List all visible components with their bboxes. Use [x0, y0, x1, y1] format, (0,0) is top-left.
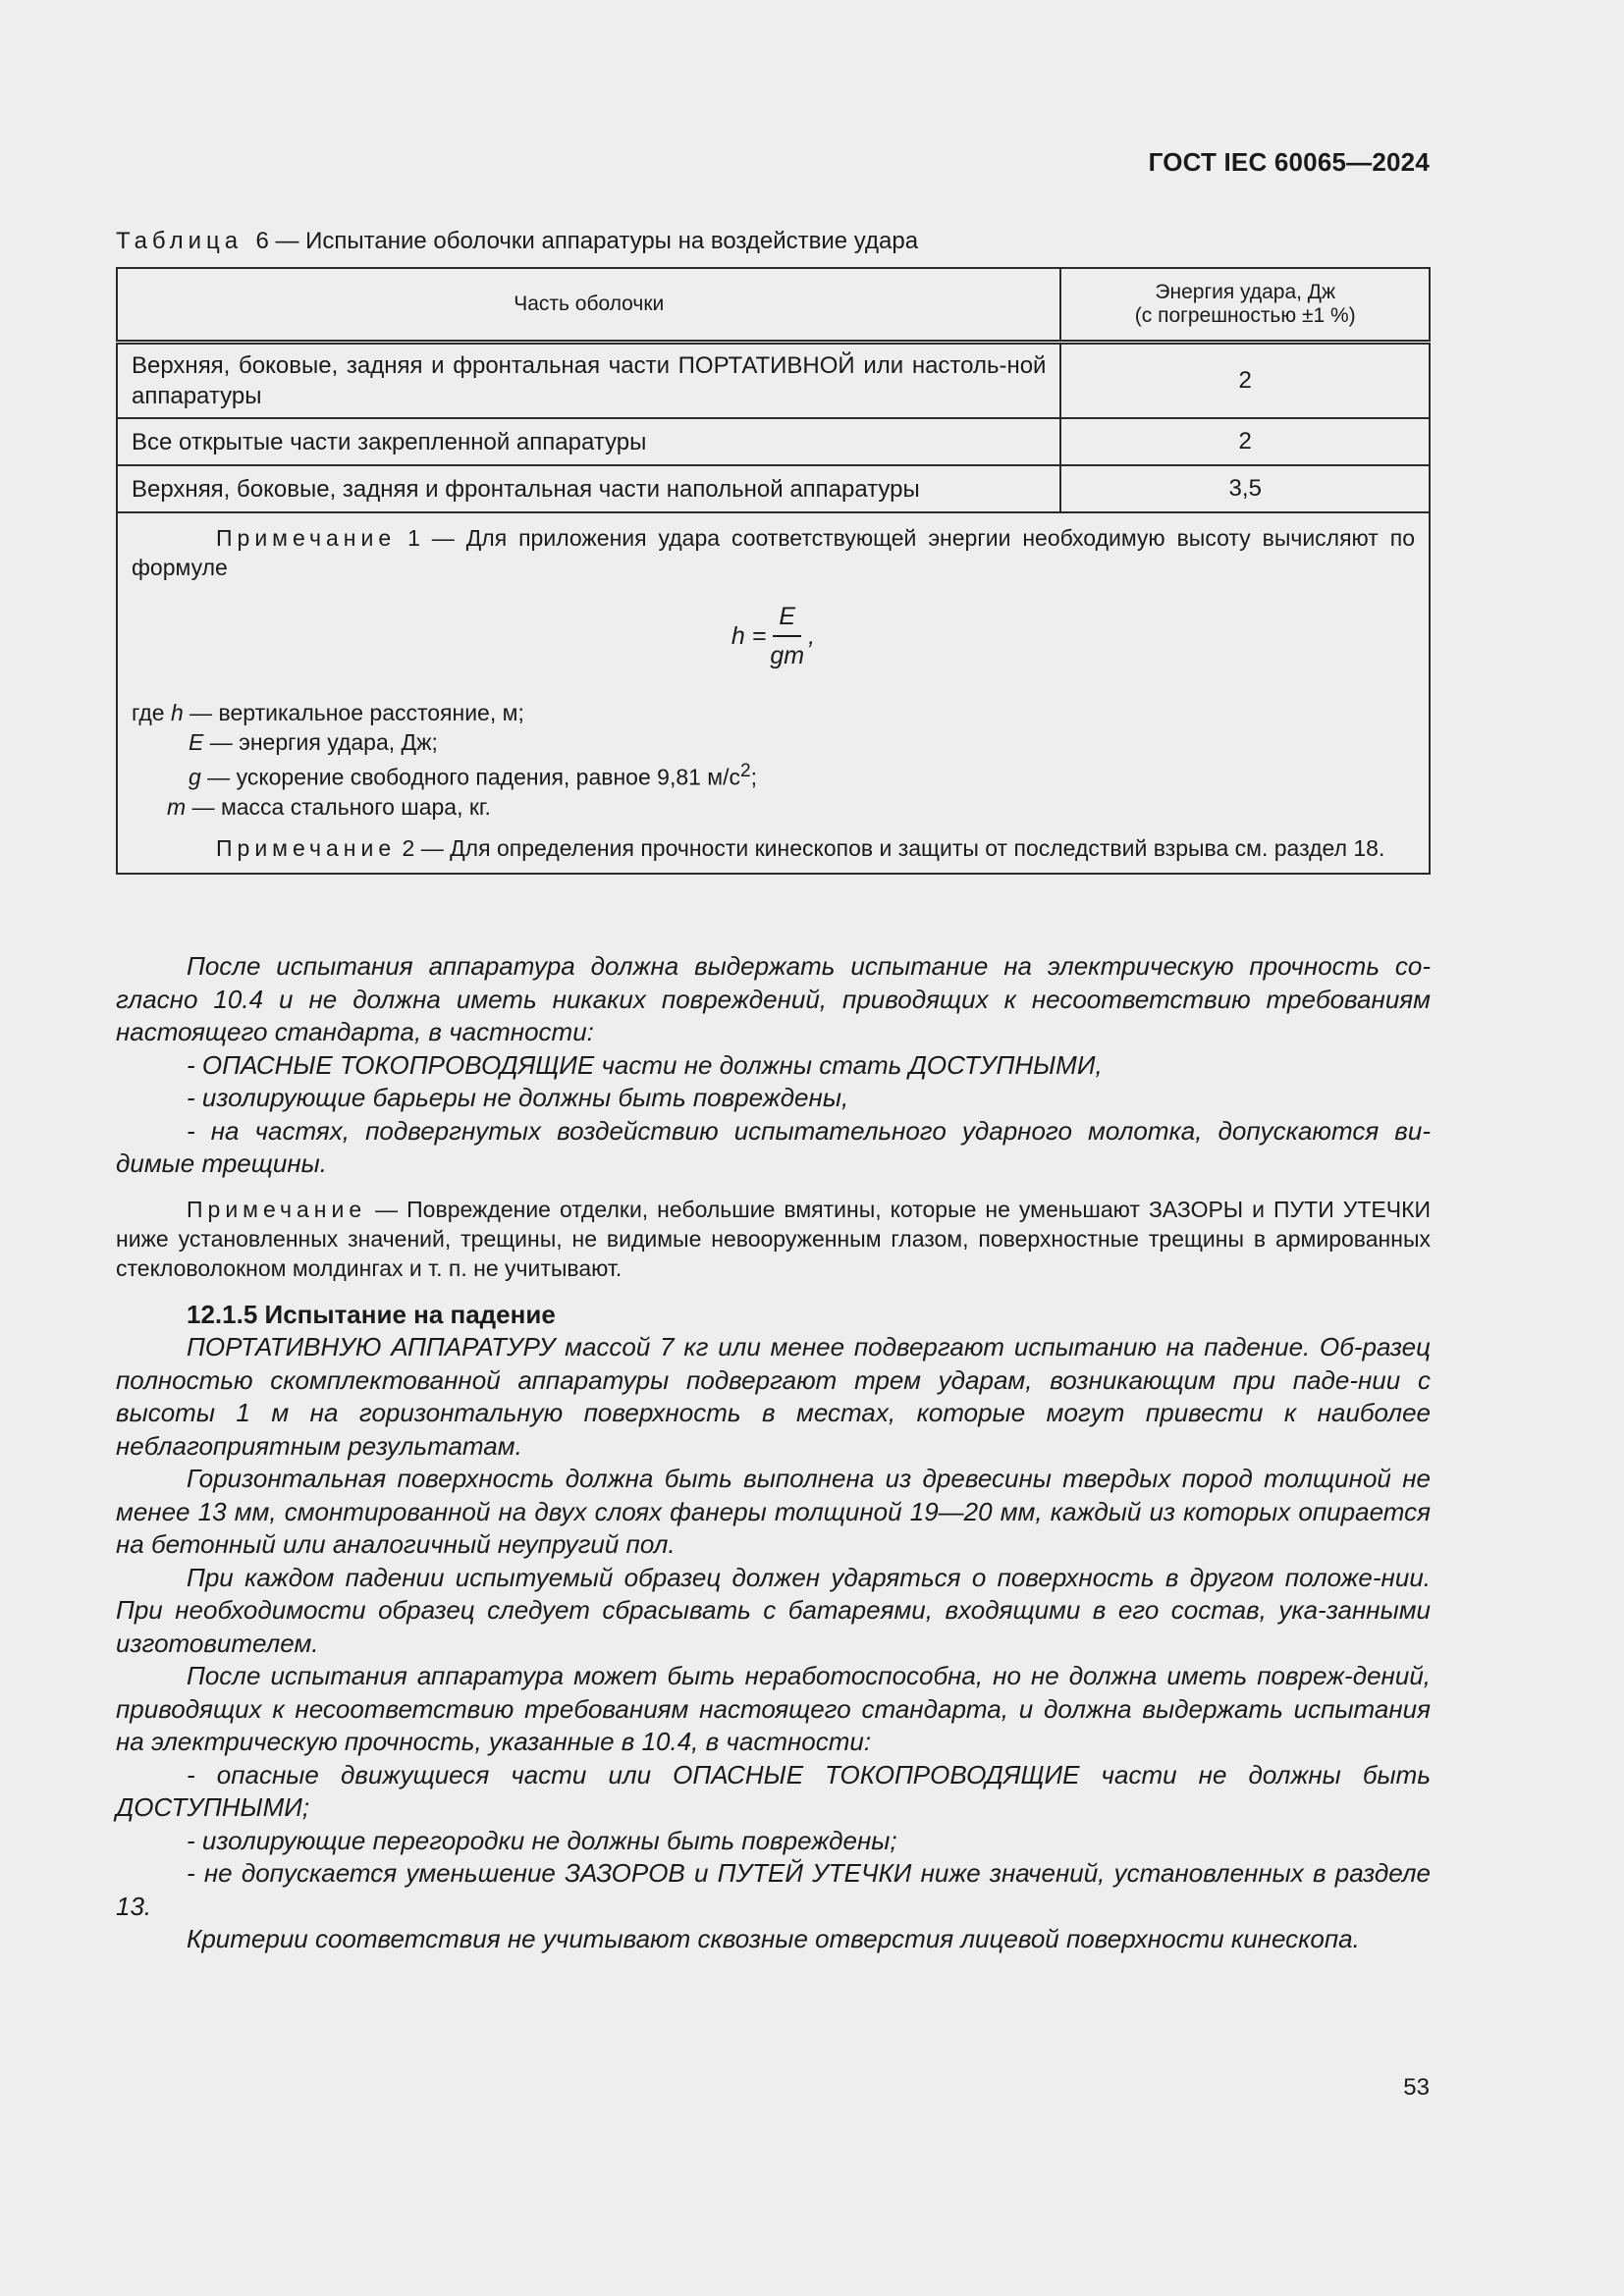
table-cell-energy: 3,5	[1060, 465, 1430, 512]
list-item: - изолирующие перегородки не должны быть повреждены;	[187, 1825, 897, 1855]
table-cell-energy: 2	[1060, 418, 1430, 465]
list-item: - изолирующие барьеры не должны быть повреждены,	[187, 1083, 849, 1112]
formula-numerator: E	[773, 602, 801, 637]
note-1-label: Примечание	[216, 525, 397, 551]
table-caption-word: Таблица	[116, 228, 244, 254]
note-text: — Повреждение отделки, небольшие вмятины, которые не уменьшают ЗАЗОРЫ и ПУТИ УТЕЧКИ ниже установленных значений, трещины, не видимые невооруженным глазом, поверхностные трещины в армированных стекловолокном молдингах и т. п. не учитывают.	[116, 1196, 1431, 1281]
table-cell-part: Верхняя, боковые, задняя и фронтальная части ПОРТАТИВНОЙ или настоль-ной аппаратуры	[117, 343, 1060, 419]
column-header-energy	[1060, 268, 1430, 343]
column-header-part: Часть оболочки	[117, 268, 1060, 343]
variable-description: — ускорение свободного падения, равное 9,81 м/с	[200, 764, 741, 790]
list-item: - не допускается уменьшение ЗАЗОРОВ и ПУТЕЙ УТЕЧКИ ниже значений, установленных в разделе 13.	[116, 1858, 1431, 1921]
formula-variables	[132, 698, 1415, 822]
formula	[132, 582, 1415, 690]
paragraph: После испытания аппаратура может быть неработоспособна, но не должна иметь повреж-дений, приводящих к несоответствию требованиям настоящего стандарта, и должна выдержать испытания на электрическую прочность, указанные в 10.4, в частности:	[116, 1661, 1431, 1756]
variable-superscript: 2	[740, 761, 751, 781]
paragraph: После испытания аппаратура должна выдержать испытание на электрическую прочность со-гласно 10.4 и не должна иметь никаких повреждений, приводящих к несоответствию требованиям настоящего стандарта, в частности:	[116, 951, 1431, 1046]
page-number: 53	[1403, 2074, 1430, 2101]
table-notes-row	[117, 512, 1430, 874]
list-item: - опасные движущиеся части или ОПАСНЫЕ ТОКОПРОВОДЯЩИЕ части не должны быть ДОСТУПНЫМИ;	[116, 1759, 1431, 1822]
note-label: Примечание	[187, 1196, 367, 1222]
variable-description: — масса стального шара, кг.	[186, 793, 491, 820]
table-cell-part: Все открытые части закрепленной аппаратуры	[117, 418, 1060, 465]
table-cell-energy: 2	[1060, 343, 1430, 419]
table-row	[117, 418, 1430, 465]
variable-symbol: h	[170, 700, 184, 725]
table-notes-cell	[117, 512, 1430, 874]
body-text	[116, 950, 1431, 1956]
note-2-label: Примечание	[216, 834, 397, 861]
variable-prefix: где	[132, 700, 171, 725]
variable-description: — вертикальное расстояние, м;	[183, 700, 524, 725]
table-header-row	[117, 268, 1430, 343]
standard-id: ГОСТ IEC 60065—2024	[1148, 147, 1430, 177]
note-2-text: 2 — Для определения прочности кинескопов и защиты от последствий взрыва см. раздел 18.	[402, 834, 1385, 861]
note-paragraph	[116, 1195, 1431, 1283]
paragraph: ПОРТАТИВНУЮ АППАРАТУРУ массой 7 кг или менее подвергают испытанию на падение. Об-разец полностью скомплектованной аппаратуры подвергают трем ударам, возникающим при паде-нии с высоты 1 м на горизонтальную поверхность в местах, которые могут привести к наиболее неблагоприятным результатам.	[116, 1332, 1431, 1461]
variable-line	[132, 792, 1415, 822]
formula-lhs: h =	[731, 622, 767, 650]
paragraph: Горизонтальная поверхность должна быть выполнена из древесины твердых пород толщиной не менее 13 мм, смонтированной на двух слоях фанеры толщиной 19—20 мм, каждый из которых опирается на бетонный или аналогичный неупругий пол.	[116, 1464, 1431, 1559]
list-item: - ОПАСНЫЕ ТОКОПРОВОДЯЩИЕ части не должны стать ДОСТУПНЫМИ,	[187, 1049, 1103, 1080]
formula-suffix: ,	[808, 622, 816, 650]
column-header-energy-line1: Энергия удара, Дж	[1155, 281, 1336, 303]
section-heading: 12.1.5 Испытание на падение	[187, 1299, 556, 1329]
variable-end: ;	[750, 764, 758, 790]
variable-symbol: m	[167, 793, 187, 820]
column-header-energy-line2: (с погрешностью ±1 %)	[1134, 304, 1356, 327]
variable-line	[132, 757, 1415, 792]
impact-test-table	[116, 267, 1431, 875]
table-note-1	[132, 523, 1415, 582]
table-note-2	[132, 833, 1415, 863]
table-row	[117, 343, 1430, 419]
variable-symbol: g	[189, 764, 201, 790]
formula-denominator: gm	[770, 642, 805, 669]
table-caption	[116, 228, 918, 255]
formula-fraction	[770, 602, 804, 670]
paragraph: При каждом падении испытуемый образец должен ударяться о поверхность в другом положе-нии. При необходимости образец следует сбрасывать с батареями, входящими в его состав, ука-занными изготовителем.	[116, 1562, 1431, 1658]
variable-line	[132, 698, 1415, 727]
note-1-text: 1 — Для приложения удара соответствующей энергии необходимую высоту вычисляют по формуле	[132, 525, 1416, 580]
table-cell-part: Верхняя, боковые, задняя и фронтальная части напольной аппаратуры	[117, 465, 1060, 512]
table-row	[117, 465, 1430, 512]
variable-description: — энергия удара, Дж;	[203, 729, 438, 755]
paragraph: Критерии соответствия не учитывают сквозные отверстия лицевой поверхности кинескопа.	[187, 1924, 1360, 1953]
list-item: - на частях, подвергнутых воздействию испытательного ударного молотка, допускаются ви-димые трещины.	[116, 1115, 1431, 1178]
variable-symbol: E	[189, 729, 204, 755]
variable-line	[132, 727, 1415, 757]
table-caption-title: 6 — Испытание оболочки аппаратуры на воздействие удара	[255, 228, 919, 254]
